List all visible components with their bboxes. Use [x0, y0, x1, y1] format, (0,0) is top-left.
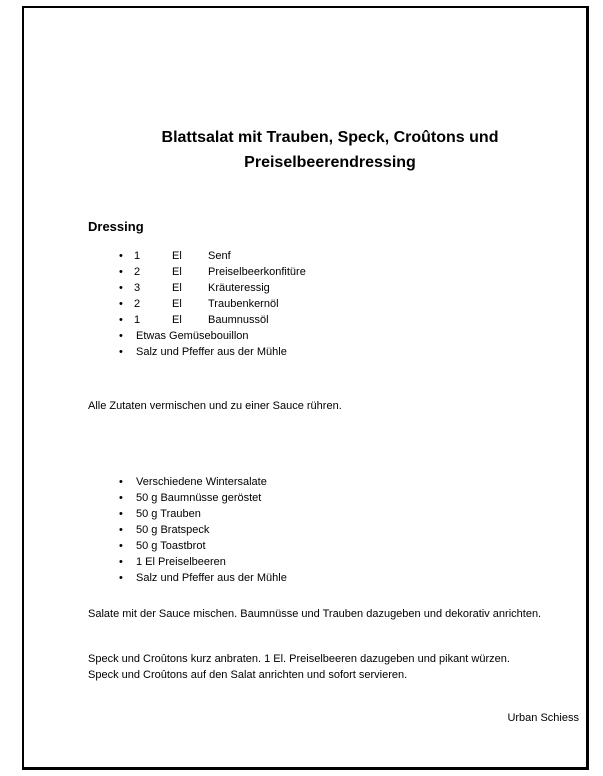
bullet-icon: •	[119, 266, 123, 278]
ingredient-unit: El	[172, 314, 182, 326]
ingredient-text: 50 g Bratspeck	[136, 524, 210, 536]
ingredient-unit: El	[172, 298, 182, 310]
bullet-icon: •	[119, 346, 123, 358]
bullet-icon: •	[119, 476, 123, 488]
ingredient-unit: El	[172, 282, 182, 294]
list-item	[88, 570, 578, 586]
list-item	[88, 538, 578, 554]
list-item	[88, 474, 578, 490]
ingredient-text: Etwas Gemüsebouillon	[136, 330, 249, 342]
bullet-icon: •	[119, 540, 123, 552]
serving-instruction-paragraph-2: Speck und Croûtons kurz anbraten. 1 El. Preiselbeeren dazugeben und pikant würzen. Speck und Croûtons auf den Salat anrichten und sofort servieren.	[88, 653, 510, 681]
list-item	[88, 328, 578, 344]
bullet-icon: •	[119, 250, 123, 262]
ingredient-unit: El	[172, 250, 182, 262]
bullet-icon: •	[119, 508, 123, 520]
author-signature: Urban Schiess	[507, 712, 579, 724]
ingredient-qty: 2	[134, 298, 141, 310]
ingredient-text: Verschiedene Wintersalate	[136, 476, 267, 488]
ingredient-name: Preiselbeerkonfitüre	[208, 266, 306, 278]
recipe-title: Blattsalat mit Trauben, Speck, Croûtons und Preiselbeerendressing	[161, 129, 499, 171]
bullet-icon: •	[119, 524, 123, 536]
dressing-ingredient-list	[88, 248, 578, 360]
serving-instruction-paragraph-1: Salate mit der Sauce mischen. Baumnüsse und Trauben dazugeben und dekorativ anrichten.	[88, 608, 542, 620]
list-item	[88, 344, 578, 360]
ingredient-qty: 1	[134, 250, 141, 262]
ingredient-text: 50 g Baumnüsse geröstet	[136, 492, 262, 504]
list-item	[88, 264, 578, 280]
ingredient-text: Salz und Pfeffer aus der Mühle	[136, 346, 287, 358]
ingredient-name: Kräuteressig	[208, 282, 270, 294]
list-item	[88, 506, 578, 522]
ingredient-qty: 3	[134, 282, 141, 294]
ingredient-unit: El	[172, 266, 182, 278]
bullet-icon: •	[119, 314, 123, 326]
list-item	[88, 522, 578, 538]
ingredient-name: Senf	[208, 250, 231, 262]
ingredient-text: 50 g Toastbrot	[136, 540, 206, 552]
bullet-icon: •	[119, 556, 123, 568]
ingredient-name: Baumnussöl	[208, 314, 269, 326]
list-item	[88, 296, 578, 312]
ingredient-text: 1 El Preiselbeeren	[136, 556, 226, 568]
dressing-instruction-paragraph: Alle Zutaten vermischen und zu einer Sauce rühren.	[88, 400, 342, 412]
bullet-icon: •	[119, 330, 123, 342]
ingredient-text: Salz und Pfeffer aus der Mühle	[136, 572, 287, 584]
bullet-icon: •	[119, 572, 123, 584]
ingredient-qty: 2	[134, 266, 141, 278]
bullet-icon: •	[119, 492, 123, 504]
list-item	[88, 248, 578, 264]
section-heading-dressing: Dressing	[88, 219, 144, 234]
list-item	[88, 554, 578, 570]
list-item	[88, 280, 578, 296]
bullet-icon: •	[119, 282, 123, 294]
salad-ingredient-list	[88, 474, 578, 586]
list-item	[88, 312, 578, 328]
ingredient-name: Traubenkernöl	[208, 298, 279, 310]
ingredient-qty: 1	[134, 314, 141, 326]
list-item	[88, 490, 578, 506]
ingredient-text: 50 g Trauben	[136, 508, 201, 520]
bullet-icon: •	[119, 298, 123, 310]
